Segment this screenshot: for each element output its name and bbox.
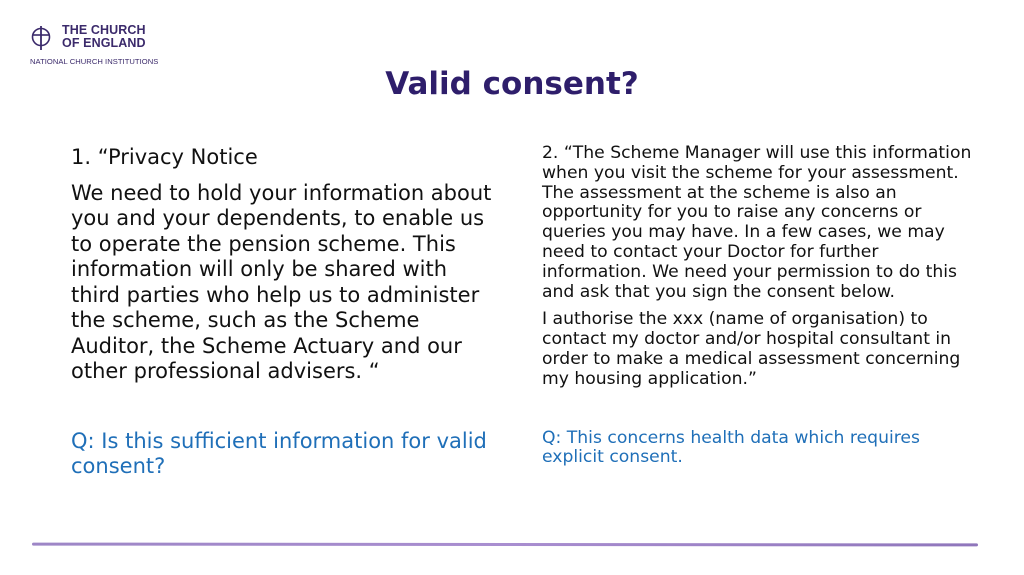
logo-subtitle: NATIONAL CHURCH INSTITUTIONS — [30, 57, 159, 66]
authorisation-paragraph: I authorise the xxx (name of organisation) to contact my doctor and/or hospital consultant in order to make a medical assessment concerning my housing application.” — [542, 309, 961, 389]
logo-line-2: OF ENGLAND — [62, 36, 146, 50]
privacy-notice-body: We need to hold your information about you and your dependents, to enable us to operate the pension scheme. This information will only be shared with third parties who help us to administer the scheme, such as the Scheme Auditor, the Scheme Actuary and our other professional advisers. “ — [71, 180, 492, 383]
left-question: Q: Is this sufficient information for valid consent? — [71, 428, 487, 478]
privacy-notice-heading: 1. “Privacy Notice — [71, 145, 258, 169]
left-column — [71, 145, 501, 480]
scheme-manager-paragraph: 2. “The Scheme Manager will use this information when you visit the scheme for your assessment. The assessment at the scheme is also an opportunity for you to raise any concerns or queries you may have. In a few cases, we may need to contact your Doctor for further information. We need your permission to do this and ask that you sign the consent below. — [542, 143, 972, 302]
church-of-england-logo — [30, 22, 190, 70]
footer-divider — [32, 543, 978, 547]
right-question: Q: This concerns health data which requires explicit consent. — [542, 427, 920, 468]
right-column — [542, 144, 982, 468]
cross-circle-icon — [30, 25, 52, 51]
logo-line-1: THE CHURCH — [62, 23, 146, 37]
slide-title: Valid consent? — [385, 66, 639, 102]
